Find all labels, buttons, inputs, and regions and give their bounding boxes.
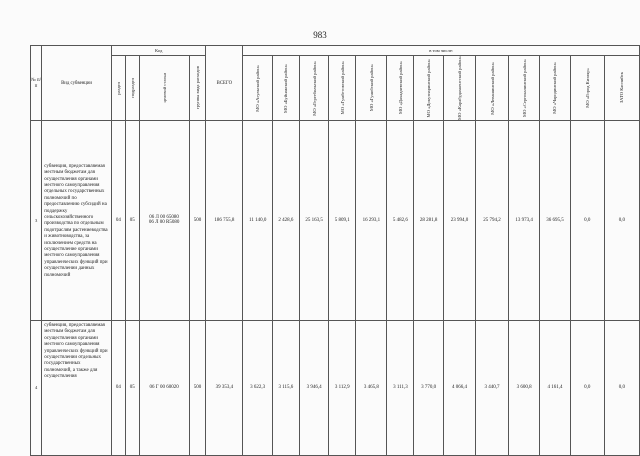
district-header: МО «Агульский район»	[243, 56, 273, 121]
row-podrazdel: 05	[125, 120, 139, 320]
row-value: 3 600,8	[509, 320, 540, 455]
row-value: 28 281,8	[414, 120, 444, 320]
row-value: 3 946,4	[299, 320, 329, 455]
table-row	[31, 120, 640, 320]
row-value: 3 112,9	[329, 320, 356, 455]
row-value: 3 440,7	[476, 320, 509, 455]
incl-group-header: в том числе:	[243, 46, 640, 56]
district-header: МО «Буйнакский район»	[272, 56, 299, 121]
code-group-header: Код	[111, 46, 205, 56]
code-col-razdel: раздел	[111, 56, 125, 121]
row-total: 186 755,8	[206, 120, 243, 320]
row-value: 25 163,5	[299, 120, 329, 320]
row-value: 25 794,2	[476, 120, 509, 320]
header-row-top	[31, 46, 640, 56]
row-group: 500	[189, 120, 206, 320]
code-col-group: группы вида расходов	[189, 56, 206, 121]
row-value: 4 161,4	[540, 320, 570, 455]
row-value: 5 482,6	[387, 120, 414, 320]
table-row	[31, 320, 640, 455]
district-header: МО «Дахадаевский район»	[387, 56, 414, 121]
row-value: 0,0	[604, 120, 639, 320]
row-value: 16 293,1	[356, 120, 387, 320]
col-num-header: № п/п	[31, 46, 42, 121]
row-razdel: 04	[111, 320, 125, 455]
row-value: 3 111,3	[387, 320, 414, 455]
row-total: 39 353,4	[206, 320, 243, 455]
page-number: 983	[313, 30, 327, 40]
row-target: 06 Г 00 60020	[139, 320, 189, 455]
row-value: 0,0	[570, 320, 604, 455]
row-description: субвенция, предоставляемая местным бюджетам для осуществления органами местного самоуправления отдельных государственных полномочий по предоставлению субсидий на поддержку сельскохозяйственного производства по отдельным подотраслям растениеводства и животноводства, за исключением средств на осуществление органами местного самоуправления управленческих функций при осуществлении данных полномочий	[42, 120, 112, 320]
col-name-header: Вид субвенции	[42, 46, 112, 121]
row-group: 500	[189, 320, 206, 455]
district-header: МО «Гергебильский район»	[299, 56, 329, 121]
row-value: 2 428,6	[272, 120, 299, 320]
district-header: МО «Левашинский район»	[476, 56, 509, 121]
code-col-podrazdel: подраздел	[125, 56, 139, 121]
row-value: 3 465,8	[356, 320, 387, 455]
district-header: МО «Город Кизляр»	[570, 56, 604, 121]
code-col-target: целевой статьи	[139, 56, 189, 121]
row-description: субвенция, предоставляемая местным бюджетам для осуществления органами местного самоуправления управленческих функций при осуществлении отдельных государственных полномочий, а также для осуществления	[42, 320, 112, 455]
district-header: МО «Гумбетовский район»	[329, 56, 356, 121]
row-value: 3 770,0	[414, 320, 444, 455]
row-razdel: 04	[111, 120, 125, 320]
district-header: МО «Чародинский район»	[540, 56, 570, 121]
total-header: ВСЕГО	[206, 46, 243, 121]
subvention-table	[30, 45, 640, 456]
row-value: 36 695,5	[540, 120, 570, 320]
district-header: МО «Карабудахкентский район»	[443, 56, 475, 121]
row-num: 3	[31, 120, 42, 320]
district-header: МО «Сергокалинский район»	[509, 56, 540, 121]
row-value: 0,0	[570, 120, 604, 320]
row-value: 0,0	[604, 320, 639, 455]
row-value: 4 066,4	[443, 320, 475, 455]
row-value: 11 140,0	[243, 120, 273, 320]
district-header: ЗАТО Каспийск	[604, 56, 639, 121]
row-value: 3 115,6	[272, 320, 299, 455]
header-row-bottom	[31, 56, 640, 121]
row-value: 23 994,0	[443, 120, 475, 320]
row-num: 4	[31, 320, 42, 455]
row-value: 5 809,1	[329, 120, 356, 320]
district-header: МО «Гунибский район»	[356, 56, 387, 121]
row-value: 13 973,4	[509, 120, 540, 320]
row-target: 06 Л 00 65080 06 Л 00 R5080	[139, 120, 189, 320]
row-podrazdel: 05	[125, 320, 139, 455]
row-value: 3 622,3	[243, 320, 273, 455]
district-header: МО «Докузпаринский район»	[414, 56, 444, 121]
